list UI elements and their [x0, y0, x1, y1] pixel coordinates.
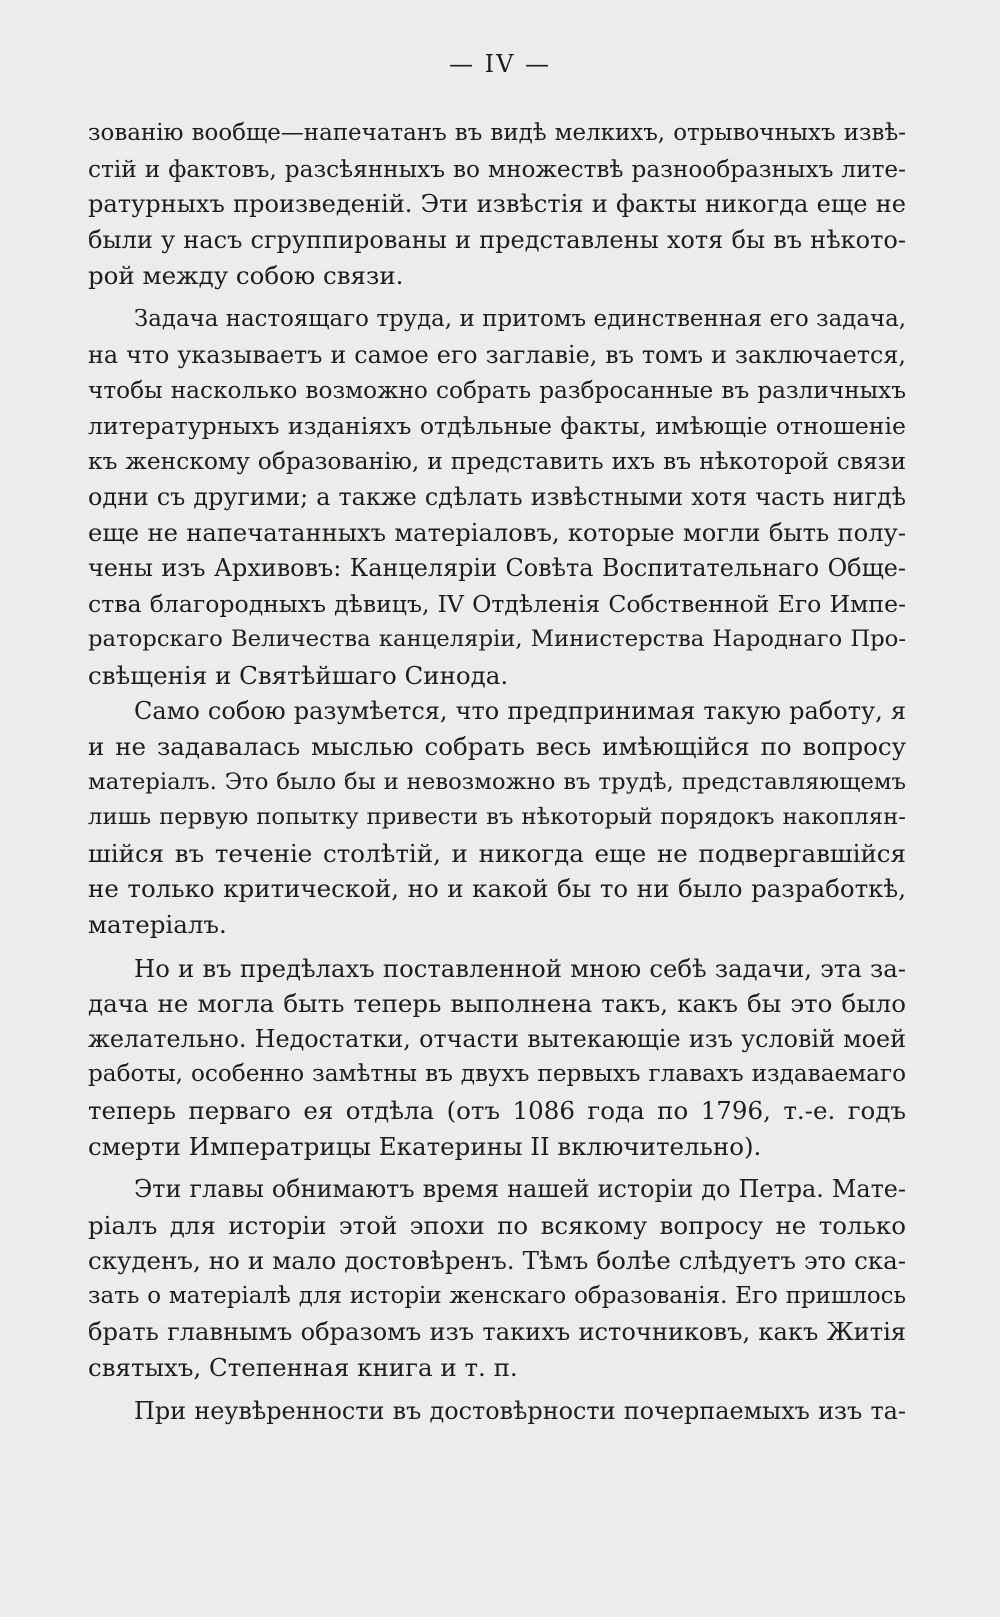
text-line: свѣщенія и Святѣйшаго Синода.	[88, 660, 509, 690]
text-line: зованію вообще—напечатанъ въ видѣ мелкихъ, отрывочныхъ извѣ-	[88, 120, 906, 146]
text-line: смерти Императрицы Екатерины II включительно).	[88, 1131, 762, 1161]
text-line: ріалъ для исторіи этой эпохи по всякому вопросу не только	[88, 1210, 906, 1240]
text-line: лишь первую попытку привести въ нѣкоторый порядокъ накоплян-	[88, 804, 906, 831]
text-line: матеріалъ.	[88, 910, 227, 940]
text-line: ства благородныхъ дѣвицъ, IV Отдѣленія Собственной Его Импе-	[88, 589, 906, 618]
text-line: Но и въ предѣлахъ поставленной мною себѣ задачи, эта за-	[134, 953, 906, 983]
text-line: чены изъ Архивовъ: Канцеляріи Совѣта Воспитательнаго Обще-	[88, 554, 906, 583]
text-line: дача не могла быть теперь выполнена такъ, какъ бы это было	[88, 989, 906, 1019]
text-line: При неувѣренности въ достовѣрности почерпаемыхъ изъ та-	[134, 1396, 906, 1425]
text-line: еще не напечатанныхъ матеріаловъ, которые могли быть полу-	[88, 518, 906, 547]
paragraph	[88, 302, 906, 694]
text-line: работы, особенно замѣтны въ двухъ первыхъ главахъ издаваемаго	[88, 1061, 906, 1088]
text-line: на что указываетъ и самое его заглавіе, въ томъ и заключается,	[88, 340, 906, 369]
text-line: не только критической, но и какой бы то ни было разработкѣ,	[88, 874, 906, 904]
text-line: святыхъ, Степенная книга и т. п.	[88, 1353, 518, 1383]
text-line: литературныхъ изданіяхъ отдѣльные факты, имѣющіе отношеніе	[88, 411, 906, 440]
text-line: теперь перваго ея отдѣла (отъ 1086 года по 1796, т.-е. годъ	[88, 1096, 906, 1126]
text-line: зать о матеріалѣ для исторіи женскаго образованія. Его пришлось	[88, 1283, 906, 1309]
text-line: раторскаго Величества канцеляріи, Министерства Народнаго Про-	[88, 626, 906, 653]
text-line: матеріалъ. Это было бы и невозможно въ трудѣ, представляющемъ	[88, 768, 906, 795]
paragraph	[88, 1394, 906, 1430]
text-line: Само собою разумѣется, что предпринимая такую работу, я	[134, 696, 906, 725]
page-number: — IV —	[448, 50, 552, 78]
text-line: рой между собою связи.	[88, 261, 404, 291]
text-line: скуденъ, но и мало достовѣренъ. Тѣмъ болѣе слѣдуетъ это ска-	[88, 1246, 906, 1276]
paragraph	[88, 951, 906, 1165]
text-line: стій и фактовъ, разсѣянныхъ во множествѣ разнообразныхъ лите-	[88, 155, 906, 183]
paragraph	[88, 694, 906, 943]
text-line: Эти главы обнимаютъ время нашей исторіи до Петра. Мате-	[134, 1175, 906, 1204]
text-line: желательно. Недостатки, отчасти вытекающіе изъ условій моей	[88, 1024, 906, 1053]
paragraph	[88, 116, 906, 294]
text-line: шійся въ теченіе столѣтій, и никогда еще не подвергавшійся	[88, 838, 906, 868]
text-line: были у насъ сгруппированы и представлены хотя бы въ нѣкото-	[88, 225, 906, 254]
text-line: Задача настоящаго труда, и притомъ единственная его задача,	[134, 305, 906, 332]
text-line: чтобы насколько возможно собрать разбросанные въ различныхъ	[88, 377, 906, 405]
text-line: и не задавалась мыслью собрать весь имѣющійся по вопросу	[88, 732, 906, 762]
body-text	[88, 116, 906, 1429]
text-line: одни съ другими; а также сдѣлать извѣстными хотя часть нигдѣ	[88, 482, 906, 511]
paragraph	[88, 1172, 906, 1386]
text-line: брать главнымъ образомъ изъ такихъ источниковъ, какъ Житія	[88, 1317, 906, 1346]
text-line: ратурныхъ произведеній. Эти извѣстія и факты никогда еще не	[88, 190, 906, 219]
text-line: къ женскому образованію, и представить ихъ въ нѣкоторой связи	[88, 447, 906, 476]
